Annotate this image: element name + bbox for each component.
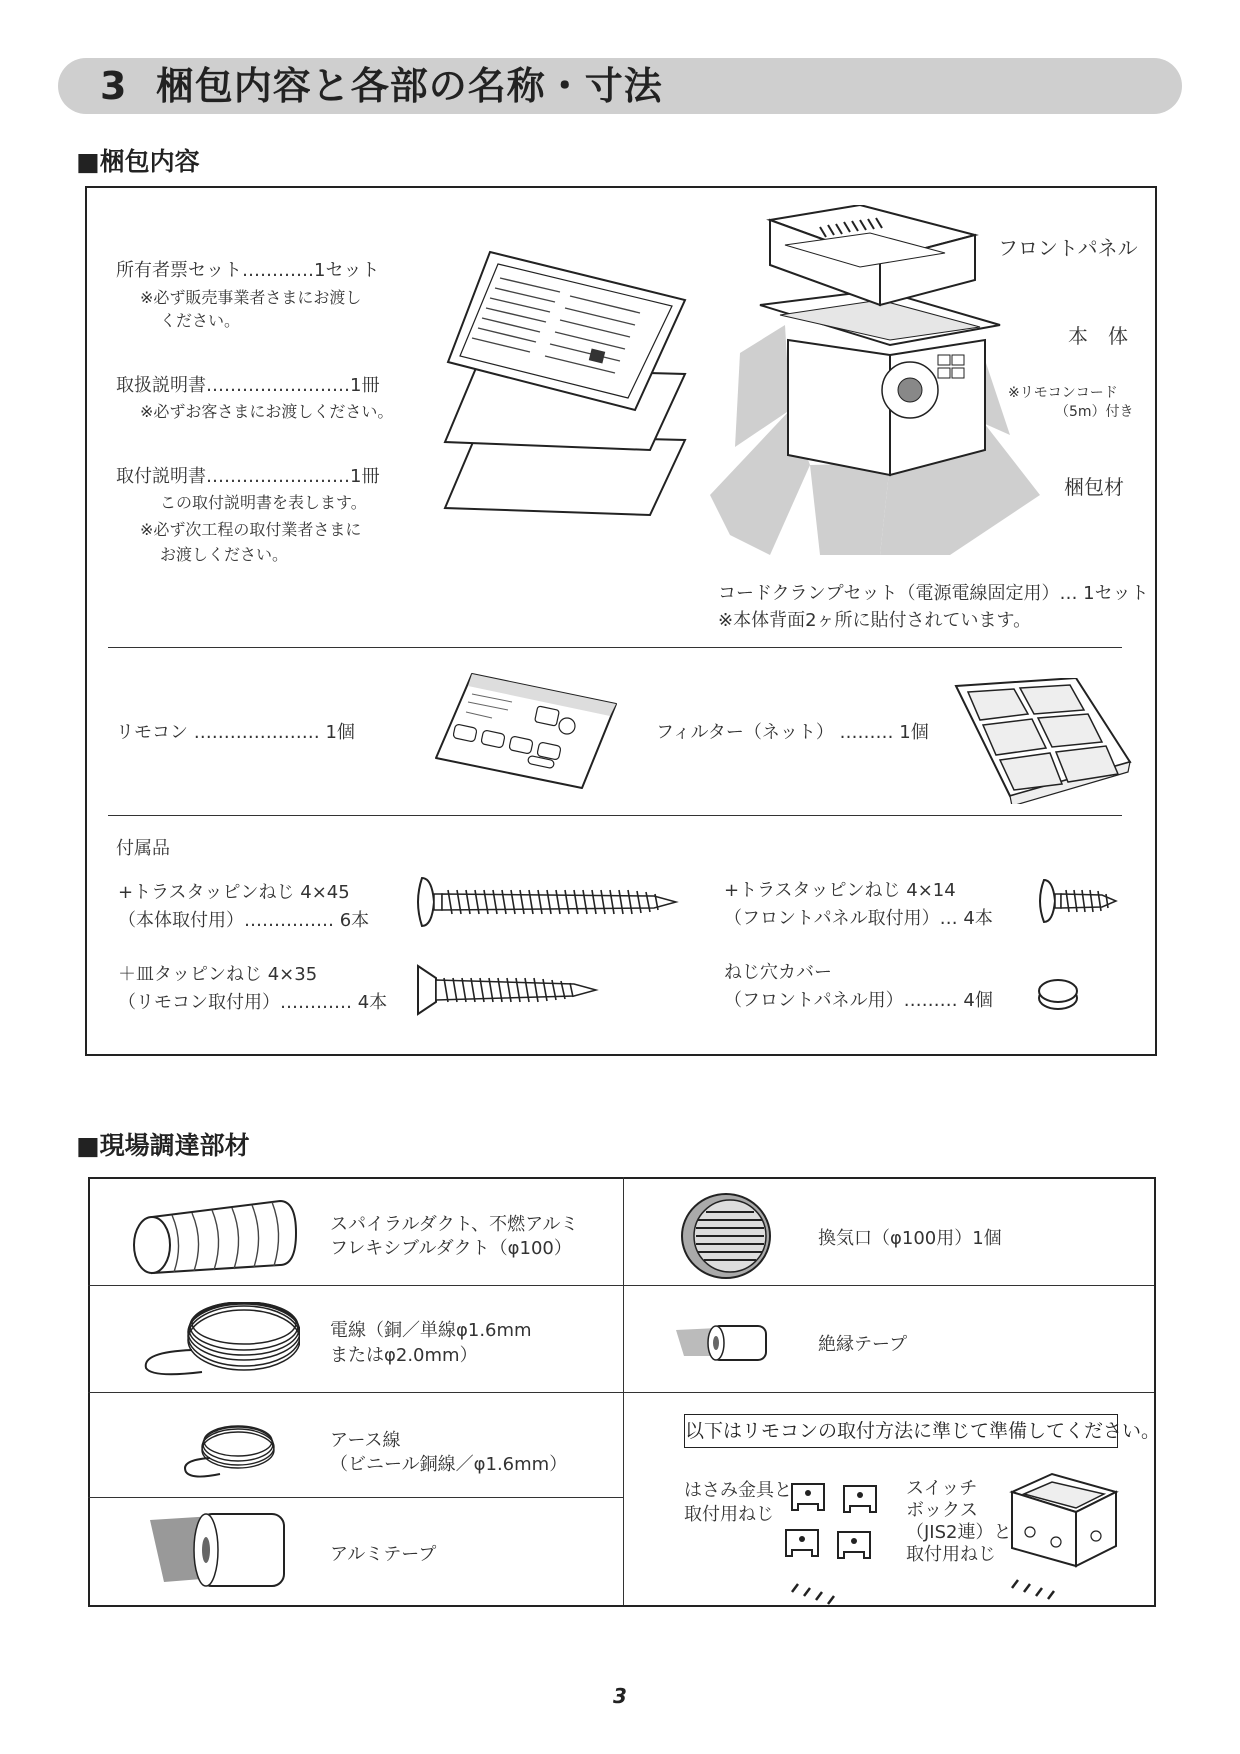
- site-row-divider-2: [88, 1392, 1154, 1393]
- main-unit-illustration: [710, 205, 1040, 555]
- screw1-line2: （本体取付用）…………… 6本: [118, 910, 370, 931]
- site-heading: ■現場調達部材: [76, 1131, 250, 1160]
- remote-illustration: [432, 668, 620, 794]
- clip-brackets-icon: [780, 1476, 900, 1614]
- label-body: 本 体: [1068, 324, 1128, 348]
- switch-line1: スイッチ: [906, 1478, 978, 1499]
- screw-hole-cover-icon: [1036, 976, 1080, 1012]
- site-row-divider-3: [88, 1497, 623, 1498]
- screw3-line2: （リモコン取付用）………… 4本: [118, 992, 388, 1013]
- label-front-panel: フロントパネル: [998, 236, 1138, 260]
- site-vertical-divider: [623, 1177, 624, 1605]
- manual-note: ※必ずお客さまにお渡しください。: [140, 402, 394, 421]
- label-packing: 梱包材: [1064, 475, 1124, 499]
- filter-illustration: [950, 678, 1132, 804]
- divider-2: [108, 815, 1122, 816]
- switch-line4: 取付用ねじ: [906, 1544, 996, 1565]
- screw-4x14-icon: [1036, 878, 1120, 924]
- duct-line2: フレキシブルダクト（φ100）: [330, 1238, 572, 1259]
- screw-4x45-icon: [414, 874, 682, 930]
- earth-line1: アース線: [330, 1430, 401, 1451]
- vent-cap-icon: [674, 1190, 774, 1280]
- site-row-divider-1: [88, 1285, 1154, 1286]
- wire-line2: またはφ2.0mm）: [330, 1345, 478, 1366]
- aluminum-tape-icon: [148, 1508, 288, 1592]
- section-number: 3: [100, 64, 128, 108]
- cord-clamp-note: ※本体背面2ヶ所に貼付されています。: [718, 610, 1032, 631]
- cover-line2: （フロントパネル用）……… 4個: [724, 990, 993, 1011]
- screw3-line1: ＋皿タッピンねじ 4×35: [118, 964, 318, 985]
- install-manual-note: この取付説明書を表します。: [160, 493, 367, 512]
- cord-clamp-line: コードクランプセット（電源電線固定用）… 1セット: [718, 583, 1149, 604]
- screw2-line2: （フロントパネル取付用）… 4本: [724, 908, 993, 929]
- electric-wire-icon: [142, 1302, 300, 1382]
- label-remote-cord: ※リモコンコード: [1008, 385, 1118, 401]
- section-title: [100, 60, 663, 112]
- vent-text: 換気口（φ100用）1個: [818, 1228, 1002, 1249]
- manual-line: 取扱説明書……………………1冊: [116, 375, 380, 396]
- install-manual-note2: ※必ず次工程の取付業者さまに: [140, 520, 362, 539]
- install-manual-line: 取付説明書……………………1冊: [116, 466, 380, 487]
- switch-box-icon: [1004, 1470, 1124, 1600]
- accessories-heading: 付属品: [116, 838, 170, 859]
- duct-line1: スパイラルダクト、不燃アルミ: [330, 1214, 579, 1235]
- spiral-duct-icon: [130, 1197, 300, 1277]
- filter-line: フィルター（ネット） ……… 1個: [656, 722, 929, 743]
- tape-text: 絶縁テープ: [818, 1334, 908, 1355]
- owner-set-line: 所有者票セット…………1セット: [116, 260, 380, 281]
- earth-line2: （ビニール銅線／φ1.6mm）: [330, 1454, 568, 1475]
- switch-line2: ボックス: [906, 1500, 978, 1521]
- owner-set-note: ※必ず販売事業者さまにお渡し: [140, 288, 362, 307]
- divider-1: [108, 647, 1122, 648]
- earth-wire-icon: [180, 1418, 280, 1484]
- remote-install-note: 以下はリモコンの取付方法に準じて準備してください。: [684, 1414, 1118, 1448]
- countersunk-screw-icon: [414, 964, 600, 1016]
- screw1-line1: +トラスタッピンねじ 4×45: [118, 882, 350, 903]
- screw2-line1: +トラスタッピンねじ 4×14: [724, 880, 956, 901]
- remote-line: リモコン ………………… 1個: [116, 722, 355, 743]
- owner-set-note2: ください。: [160, 311, 241, 330]
- alu-text: アルミテープ: [330, 1544, 437, 1565]
- documents-illustration: [440, 250, 690, 520]
- wire-line1: 電線（銅／単線φ1.6mm: [330, 1320, 532, 1341]
- switch-line3: （JIS2連）と: [906, 1522, 1012, 1543]
- label-remote-cord2: （5m）付き: [1055, 404, 1134, 420]
- cover-line1: ねじ穴カバー: [724, 962, 832, 983]
- clip-line2: 取付用ねじ: [684, 1504, 774, 1525]
- insulation-tape-icon: [676, 1318, 770, 1368]
- page-number: 3: [613, 1684, 627, 1708]
- install-manual-note3: お渡しください。: [160, 545, 289, 564]
- clip-line1: はさみ金具と: [684, 1480, 792, 1501]
- section-title-text: 梱包内容と各部の名称・寸法: [155, 64, 663, 108]
- package-heading: ■梱包内容: [76, 147, 200, 176]
